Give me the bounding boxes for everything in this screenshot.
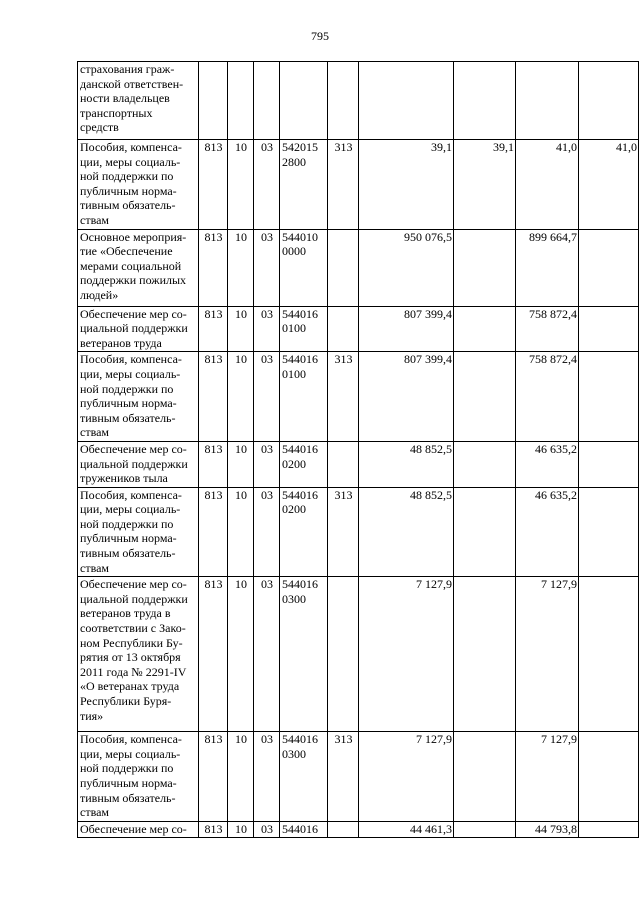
row-name-line: 2011 года № 2291-IV [80, 664, 187, 679]
expense-type-cell: 313 [328, 140, 359, 230]
amount-cell-v4 [579, 732, 639, 822]
target-code-line: 544016 [282, 441, 318, 456]
expense-type-cell [328, 441, 359, 487]
row-name-line: ветеранов труда в [80, 606, 171, 621]
section-code-cell: 10 [228, 732, 254, 822]
row-name-line: публичным норма- [80, 396, 177, 411]
row-name-line: тие «Обеспечение [80, 244, 173, 259]
amount-cell-v2 [454, 441, 516, 487]
row-name-cell [78, 140, 199, 230]
row-name-line: тружеников тыла [80, 471, 168, 486]
row-name-line: публичным норма- [80, 776, 177, 791]
target-code-line: 0100 [282, 366, 306, 381]
row-name-line: ном Республики Бу- [80, 635, 183, 650]
row-name-line: Обеспечение мер со- [80, 441, 187, 456]
table-row [78, 821, 639, 838]
expense-type-cell [328, 306, 359, 352]
row-name-line: ной поддержки по [80, 516, 174, 531]
table-row [78, 577, 639, 732]
amount-cell-v2 [454, 732, 516, 822]
amount-cell-v4 [579, 62, 639, 140]
row-name-line: публичным норма- [80, 183, 177, 198]
amount-cell-v3: 899 664,7 [516, 229, 579, 306]
subsection-code-cell: 03 [254, 352, 280, 442]
target-code-cell [280, 229, 328, 306]
row-name-line: Обеспечение мер со- [80, 306, 187, 321]
amount-cell-v2 [454, 821, 516, 838]
target-code-line: 544016 [282, 732, 318, 747]
target-code-line: 0200 [282, 456, 306, 471]
row-name-line: тивным обязатель- [80, 198, 176, 213]
target-code-cell [280, 140, 328, 230]
target-code-cell [280, 577, 328, 732]
row-name-line: «О ветеранах труда [80, 679, 180, 694]
ministry-code-cell: 813 [199, 441, 228, 487]
section-code-cell: 10 [228, 140, 254, 230]
subsection-code-cell: 03 [254, 306, 280, 352]
amount-cell-v1: 39,1 [359, 140, 454, 230]
amount-cell-v4 [579, 821, 639, 838]
ministry-code-cell: 813 [199, 352, 228, 442]
expense-type-cell: 313 [328, 487, 359, 577]
row-name-line: поддержки пожилых [80, 273, 187, 288]
amount-cell-v2 [454, 62, 516, 140]
target-code-line: 544016 [282, 352, 318, 367]
row-name-line: ветеранов труда [80, 335, 162, 350]
amount-cell-v4 [579, 577, 639, 732]
ministry-code-cell: 813 [199, 140, 228, 230]
row-name-line: Пособия, компенса- [80, 352, 182, 367]
row-name-cell [78, 821, 199, 838]
table-row [78, 732, 639, 822]
row-name-line: тивным обязатель- [80, 790, 176, 805]
target-code-line: 0100 [282, 321, 306, 336]
row-name-line: циальной поддержки [80, 591, 188, 606]
expense-type-cell [328, 577, 359, 732]
target-code-line: 544016 [282, 577, 318, 592]
ministry-code-cell: 813 [199, 821, 228, 838]
row-name-cell [78, 732, 199, 822]
expense-type-cell: 313 [328, 732, 359, 822]
row-name-line: Пособия, компенса- [80, 140, 182, 154]
amount-cell-v1: 7 127,9 [359, 732, 454, 822]
table-row [78, 229, 639, 306]
ministry-code-cell: 813 [199, 229, 228, 306]
table-row [78, 441, 639, 487]
target-code-line: 0300 [282, 591, 306, 606]
table-row [78, 487, 639, 577]
row-name-cell [78, 352, 199, 442]
row-name-line: Пособия, компенса- [80, 487, 182, 502]
target-code-line: 544016 [282, 821, 318, 836]
ministry-code-cell: 813 [199, 487, 228, 577]
amount-cell-v3: 758 872,4 [516, 352, 579, 442]
row-name-line: ции, меры социаль- [80, 746, 181, 761]
row-name-line: публичным норма- [80, 531, 177, 546]
row-name-line: ствам [80, 805, 109, 820]
expense-type-cell [328, 821, 359, 838]
table-row [78, 306, 639, 352]
row-name-line: циальной поддержки [80, 456, 188, 471]
row-name-line: соответствии с Зако- [80, 621, 186, 636]
ministry-code-cell: 813 [199, 732, 228, 822]
row-name-line: данской ответствен- [80, 76, 184, 91]
section-code-cell: 10 [228, 487, 254, 577]
row-name-line: ции, меры социаль- [80, 366, 181, 381]
page-number: 795 [311, 29, 329, 43]
row-name-line: ности владельцев [80, 91, 170, 106]
ministry-code-cell [199, 62, 228, 140]
expense-type-cell [328, 62, 359, 140]
row-name-line: ствам [80, 425, 109, 440]
target-code-line: 2800 [282, 154, 306, 169]
row-name-line: Пособия, компенса- [80, 732, 182, 747]
target-code-line: 542015 [282, 140, 318, 154]
amount-cell-v3: 7 127,9 [516, 732, 579, 822]
subsection-code-cell: 03 [254, 577, 280, 732]
row-name-line: ции, меры социаль- [80, 502, 181, 517]
row-name-line: людей» [80, 287, 119, 302]
row-name-cell [78, 62, 199, 140]
row-name-cell [78, 487, 199, 577]
amount-cell-v4 [579, 352, 639, 442]
amount-cell-v3: 758 872,4 [516, 306, 579, 352]
row-name-line: средств [80, 120, 119, 135]
row-name-line: тия» [80, 708, 104, 723]
table-body [78, 62, 639, 838]
subsection-code-cell [254, 62, 280, 140]
section-code-cell: 10 [228, 821, 254, 838]
table-row [78, 352, 639, 442]
amount-cell-v1: 7 127,9 [359, 577, 454, 732]
amount-cell-v2 [454, 487, 516, 577]
row-name-line: Обеспечение мер со- [80, 577, 187, 592]
amount-cell-v1: 44 461,3 [359, 821, 454, 838]
amount-cell-v2: 39,1 [454, 140, 516, 230]
target-code-cell [280, 732, 328, 822]
amount-cell-v3: 7 127,9 [516, 577, 579, 732]
target-code-line: 0000 [282, 244, 306, 259]
section-code-cell: 10 [228, 577, 254, 732]
amount-cell-v1: 48 852,5 [359, 441, 454, 487]
row-name-line: Основное мероприя- [80, 229, 187, 244]
target-code-cell [280, 306, 328, 352]
expense-type-cell [328, 229, 359, 306]
amount-cell-v2 [454, 306, 516, 352]
amount-cell-v4 [579, 487, 639, 577]
row-name-cell [78, 577, 199, 732]
target-code-line: 544010 [282, 229, 318, 244]
row-name-line: мерами социальной [80, 258, 182, 273]
amount-cell-v2 [454, 352, 516, 442]
row-name-line: ствам [80, 560, 109, 575]
amount-cell-v3: 44 793,8 [516, 821, 579, 838]
row-name-line: тивным обязатель- [80, 410, 176, 425]
subsection-code-cell: 03 [254, 229, 280, 306]
row-name-cell [78, 229, 199, 306]
section-code-cell: 10 [228, 306, 254, 352]
section-code-cell: 10 [228, 441, 254, 487]
target-code-line: 0300 [282, 746, 306, 761]
amount-cell-v3: 46 635,2 [516, 441, 579, 487]
subsection-code-cell: 03 [254, 487, 280, 577]
amount-cell-v1: 807 399,4 [359, 352, 454, 442]
subsection-code-cell: 03 [254, 732, 280, 822]
amount-cell-v1 [359, 62, 454, 140]
amount-cell-v3: 41,0 [516, 140, 579, 230]
row-name-cell [78, 441, 199, 487]
row-name-line: транспортных [80, 105, 153, 120]
subsection-code-cell: 03 [254, 821, 280, 838]
amount-cell-v4 [579, 229, 639, 306]
table-row [78, 62, 639, 140]
row-name-line: ной поддержки по [80, 169, 174, 184]
amount-cell-v4: 41,0 [579, 140, 639, 230]
section-code-cell: 10 [228, 352, 254, 442]
row-name-line: ной поддержки по [80, 761, 174, 776]
budget-table [77, 61, 639, 838]
amount-cell-v2 [454, 229, 516, 306]
amount-cell-v1: 807 399,4 [359, 306, 454, 352]
target-code-line: 544016 [282, 306, 318, 321]
amount-cell-v4 [579, 441, 639, 487]
amount-cell-v2 [454, 577, 516, 732]
row-name-line: Республики Буря- [80, 694, 172, 708]
expense-type-cell: 313 [328, 352, 359, 442]
subsection-code-cell: 03 [254, 140, 280, 230]
row-name-line: ствам [80, 212, 109, 227]
target-code-cell [280, 352, 328, 442]
table-row [78, 140, 639, 230]
ministry-code-cell: 813 [199, 577, 228, 732]
row-name-line: циальной поддержки [80, 321, 188, 336]
target-code-cell [280, 441, 328, 487]
amount-cell-v1: 48 852,5 [359, 487, 454, 577]
target-code-cell [280, 821, 328, 838]
target-code-line: 0200 [282, 502, 306, 517]
target-code-line: 544016 [282, 487, 318, 502]
amount-cell-v3: 46 635,2 [516, 487, 579, 577]
row-name-cell [78, 306, 199, 352]
row-name-line: рятия от 13 октября [80, 650, 181, 665]
row-name-line: ции, меры социаль- [80, 154, 181, 169]
section-code-cell: 10 [228, 229, 254, 306]
subsection-code-cell: 03 [254, 441, 280, 487]
row-name-line: тивным обязатель- [80, 546, 176, 561]
section-code-cell [228, 62, 254, 140]
ministry-code-cell: 813 [199, 306, 228, 352]
target-code-cell [280, 62, 328, 140]
row-name-line: Обеспечение мер со- [80, 821, 187, 836]
amount-cell-v3 [516, 62, 579, 140]
row-name-line: страхования граж- [80, 62, 175, 76]
amount-cell-v4 [579, 306, 639, 352]
amount-cell-v1: 950 076,5 [359, 229, 454, 306]
target-code-cell [280, 487, 328, 577]
row-name-line: ной поддержки по [80, 381, 174, 396]
